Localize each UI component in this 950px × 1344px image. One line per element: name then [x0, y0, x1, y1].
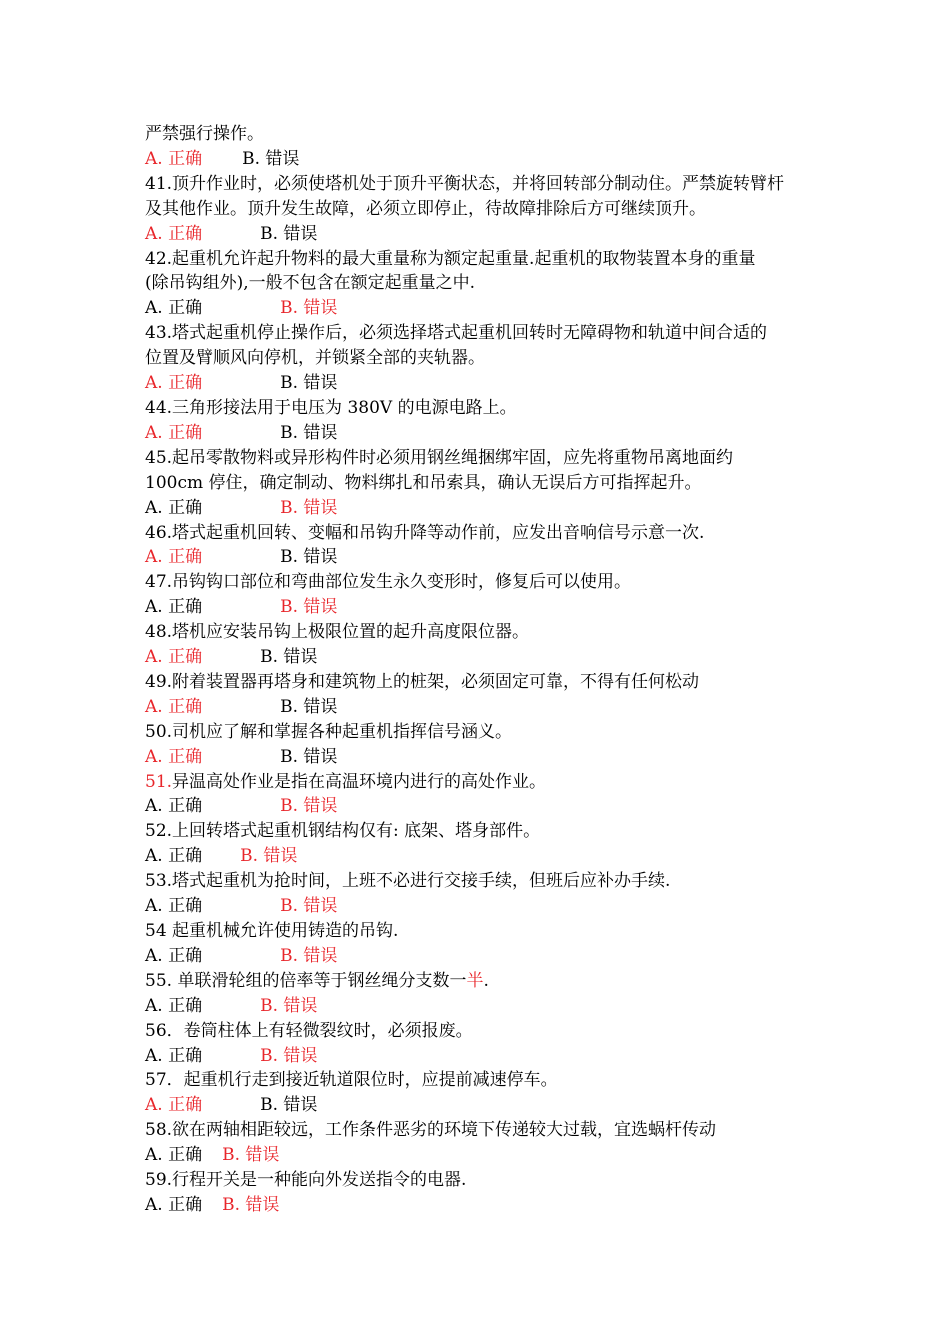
option-a: A. 正确 — [145, 1045, 203, 1066]
answer-options — [145, 645, 845, 670]
option-a: A. 正确 — [145, 995, 203, 1016]
document-page — [145, 122, 845, 1218]
option-a: A. 正确 — [145, 373, 203, 394]
question-text: 异温高处作业是指在高温环境内进行的高处作业。 — [172, 771, 547, 792]
option-b: B. 错误 — [280, 696, 338, 717]
option-a: A. 正确 — [145, 497, 203, 518]
option-b: B. 错误 — [280, 945, 338, 966]
option-b: B. 错误 — [222, 1145, 280, 1166]
question-text: 48.塔机应安装吊钩上极限位置的起升高度限位器。 — [145, 622, 530, 643]
option-a: A. 正确 — [145, 597, 203, 618]
question-text: 位置及臂顺风向停机，并锁紧全部的夹轨器。 — [145, 348, 485, 369]
answer-options — [145, 1193, 845, 1218]
option-b: B. 错误 — [260, 647, 318, 668]
option-b: B. 错误 — [260, 1095, 318, 1116]
option-a: A. 正确 — [145, 1145, 203, 1166]
question-text: 55. 单联滑轮组的倍率等于钢丝绳分支数一 — [145, 970, 467, 991]
question-text: 49.附着装置器再塔身和建筑物上的桩架，必须固定可靠，不得有任何松动 — [145, 671, 700, 692]
option-a: A. 正确 — [145, 298, 203, 319]
answer-options — [145, 745, 845, 770]
option-b: B. 错误 — [260, 1045, 318, 1066]
answer-options — [145, 147, 845, 172]
option-b: B. 错误 — [280, 796, 338, 817]
question-line — [145, 1068, 845, 1093]
answer-options — [145, 222, 845, 247]
question-text: 46.塔式起重机回转、变幅和吊钩升降等动作前，应发出音响信号示意一次. — [145, 522, 705, 543]
option-b: B. 错误 — [280, 422, 338, 443]
question-line — [145, 197, 845, 222]
option-a: A. 正确 — [145, 647, 203, 668]
question-text: 56．卷筒柱体上有轻微裂纹时，必须报废。 — [145, 1020, 473, 1041]
answer-options — [145, 794, 845, 819]
question-line — [145, 396, 845, 421]
option-a: A. 正确 — [145, 945, 203, 966]
question-text: (除吊钩组外),一般不包含在额定起重量之中. — [145, 273, 476, 294]
question-line — [145, 1168, 845, 1193]
answer-options — [145, 844, 845, 869]
highlighted-text: 半 — [466, 970, 484, 991]
answer-options — [145, 1143, 845, 1168]
question-line — [145, 919, 845, 944]
option-b: B. 错误 — [280, 547, 338, 568]
question-line — [145, 1118, 845, 1143]
option-a: A. 正确 — [145, 1194, 203, 1215]
question-line — [145, 969, 845, 994]
question-line — [145, 247, 845, 272]
question-text: 47.吊钩钩口部位和弯曲部位发生永久变形时，修复后可以使用。 — [145, 572, 632, 593]
answer-options — [145, 595, 845, 620]
option-b: B. 错误 — [242, 148, 300, 169]
option-b: B. 错误 — [280, 497, 338, 518]
answer-options — [145, 994, 845, 1019]
option-b: B. 错误 — [260, 223, 318, 244]
question-line — [145, 172, 845, 197]
option-b: B. 错误 — [260, 995, 318, 1016]
option-b: B. 错误 — [240, 846, 298, 867]
answer-options — [145, 944, 845, 969]
answer-options — [145, 296, 845, 321]
question-text: 100cm 停住，确定制动、物料绑扎和吊索具，确认无误后方可指挥起升。 — [145, 472, 702, 493]
question-text: 57．起重机行走到接近轨道限位时，应提前减速停车。 — [145, 1070, 558, 1091]
question-line — [145, 122, 845, 147]
question-line — [145, 446, 845, 471]
question-text: 严禁强行操作。 — [145, 124, 264, 144]
option-a: A. 正确 — [145, 796, 203, 817]
option-a: A. 正确 — [145, 547, 203, 568]
option-a: A. 正确 — [145, 846, 203, 867]
option-a: A. 正确 — [145, 896, 203, 917]
question-line — [145, 819, 845, 844]
option-b: B. 错误 — [280, 373, 338, 394]
question-line — [145, 570, 845, 595]
answer-options — [145, 545, 845, 570]
answer-options — [145, 695, 845, 720]
question-text: 及其他作业。顶升发生故障，必须立即停止，待故障排除后方可继续顶升。 — [145, 198, 706, 219]
question-text: 42.起重机允许起升物料的最大重量称为额定起重量.起重机的取物装置本身的重量 — [145, 248, 756, 269]
question-text: 41.顶升作业时，必须使塔机处于顶升平衡状态，并将回转部分制动住。严禁旋转臂杆 — [145, 173, 785, 194]
question-text: 45.起吊零散物料或异形构件时必须用钢丝绳捆绑牢固，应先将重物吊离地面约 — [145, 447, 734, 468]
question-text: 44.三角形接法用于电压为 380V 的电源电路上。 — [145, 397, 517, 418]
question-text: 59.行程开关是一种能向外发送指令的电器. — [145, 1170, 467, 1191]
option-a: A. 正确 — [145, 1095, 203, 1116]
answer-options — [145, 1093, 845, 1118]
answer-options — [145, 496, 845, 521]
highlighted-text: 51. — [145, 771, 173, 792]
option-a: A. 正确 — [145, 746, 203, 767]
option-b: B. 错误 — [280, 896, 338, 917]
option-a: A. 正确 — [145, 422, 203, 443]
question-line — [145, 346, 845, 371]
option-a: A. 正确 — [145, 148, 203, 169]
option-b: B. 错误 — [280, 597, 338, 618]
question-text: 53.塔式起重机为抢时间，上班不必进行交接手续，但班后应补办手续. — [145, 871, 671, 892]
question-line — [145, 471, 845, 496]
question-line — [145, 1019, 845, 1044]
answer-options — [145, 421, 845, 446]
question-line — [145, 770, 845, 795]
question-line — [145, 869, 845, 894]
option-a: A. 正确 — [145, 696, 203, 717]
question-text: 50.司机应了解和掌握各种起重机指挥信号涵义。 — [145, 721, 513, 742]
question-line — [145, 321, 845, 346]
answer-options — [145, 371, 845, 396]
question-text: 43.塔式起重机停止操作后，必须选择塔式起重机回转时无障碍物和轨道中间合适的 — [145, 323, 768, 344]
question-line — [145, 620, 845, 645]
question-text: 58.欲在两轴相距较远，工作条件恶劣的环境下传递较大过载，宜选蜗杆传动 — [145, 1120, 717, 1141]
question-line — [145, 670, 845, 695]
question-line — [145, 720, 845, 745]
option-b: B. 错误 — [280, 746, 338, 767]
option-b: B. 错误 — [222, 1194, 280, 1215]
question-text: . — [483, 970, 489, 991]
question-text: 52.上回转塔式起重机钢结构仅有: 底架、塔身部件。 — [145, 821, 541, 842]
option-a: A. 正确 — [145, 223, 203, 244]
question-line — [145, 521, 845, 546]
answer-options — [145, 894, 845, 919]
option-b: B. 错误 — [280, 298, 338, 319]
answer-options — [145, 1044, 845, 1069]
question-line — [145, 271, 845, 296]
question-text: 54 起重机械允许使用铸造的吊钩. — [145, 921, 399, 941]
